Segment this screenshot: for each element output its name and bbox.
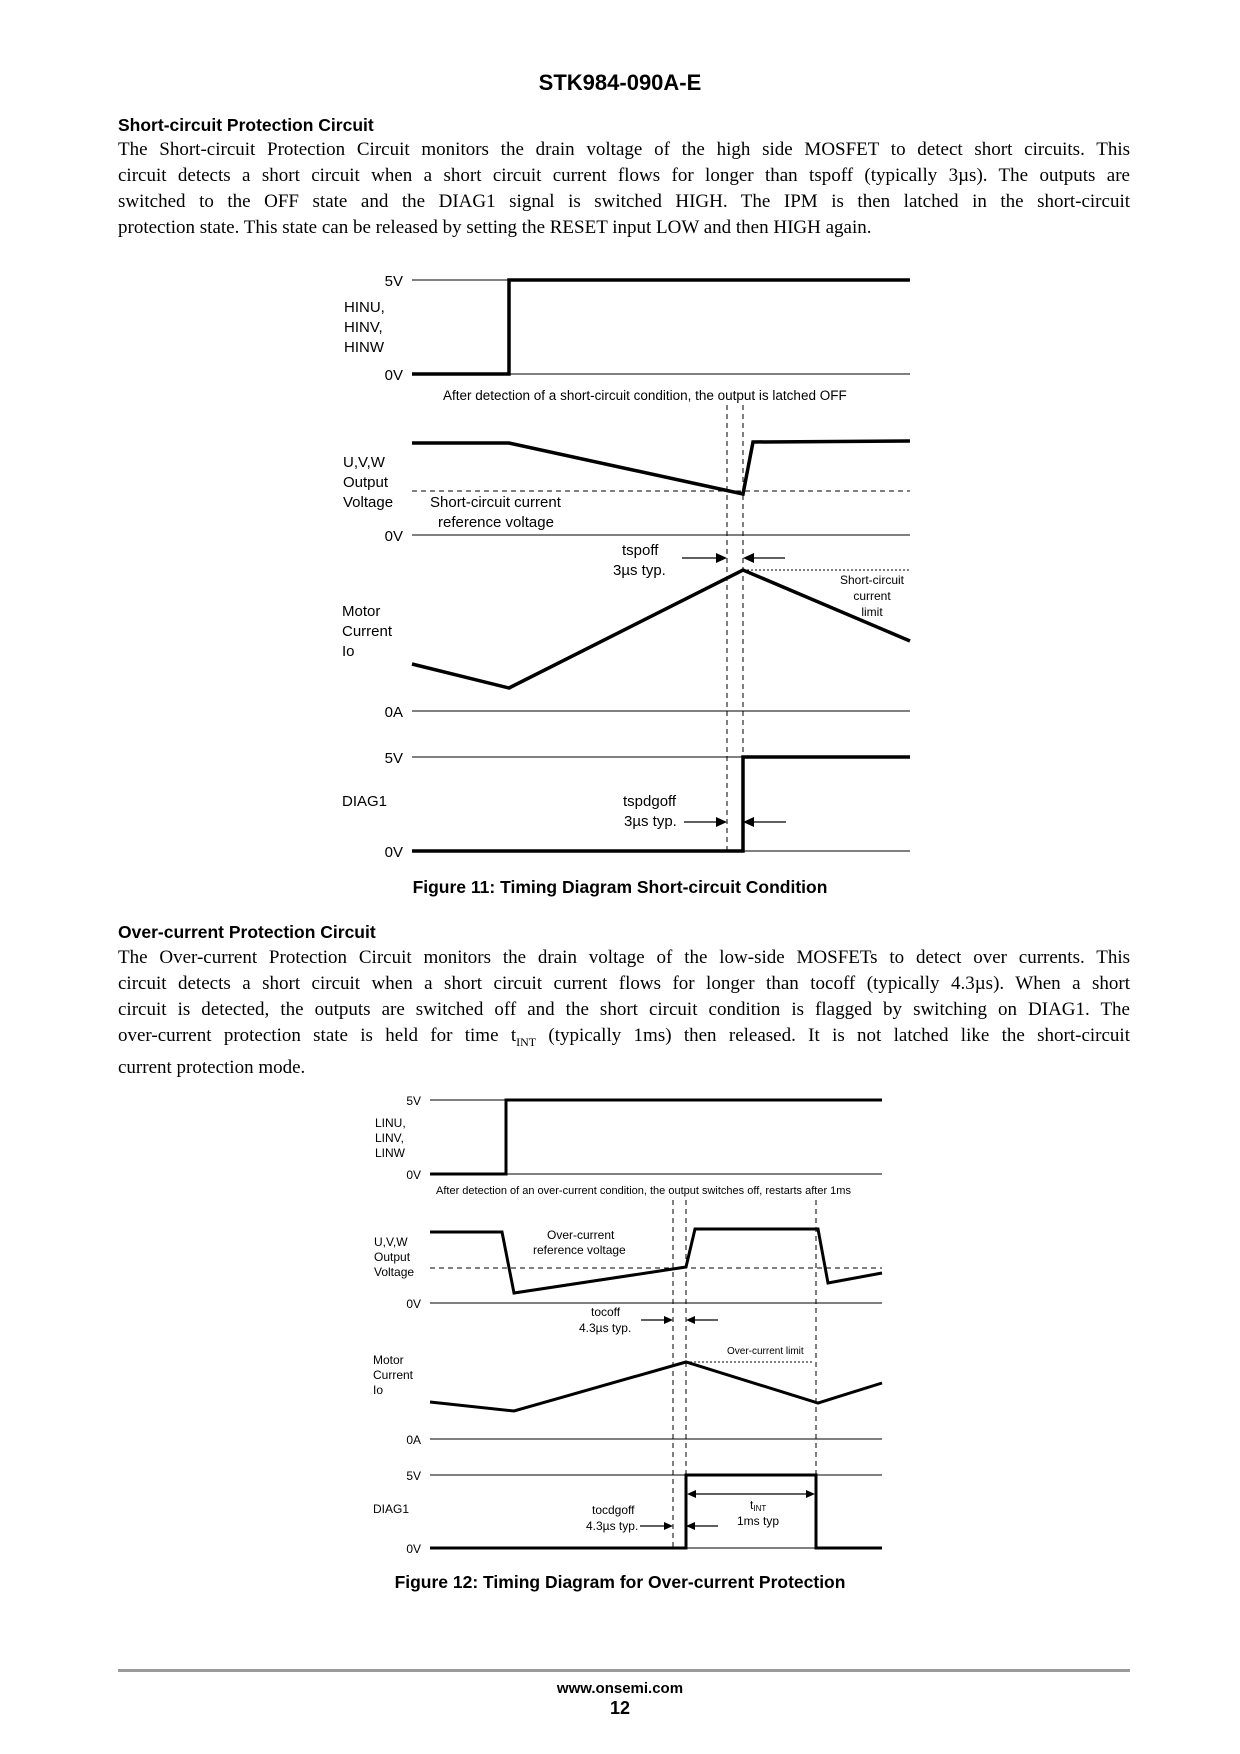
arrowhead-icon — [716, 817, 727, 827]
diag1-label: DIAG1 — [342, 793, 388, 810]
paragraph-line: The Over-current Protection Circuit monitors the drain voltage of the low-side MOSFETs to detect over currents. This — [118, 947, 1130, 968]
tint-label — [750, 1498, 766, 1513]
paragraph-line: The Short-circuit Protection Circuit monitors the drain voltage of the high side MOSFET to detect short circuits. This — [118, 139, 1130, 160]
reference-voltage-label-line: Short-circuit current — [430, 494, 561, 511]
tocdgoff-label-line: tocdgoff — [592, 1503, 635, 1517]
input-label-line: LINU, — [375, 1116, 406, 1130]
tspdgoff-label-line: tspdgoff — [623, 793, 677, 810]
input-label-line: HINU, — [344, 299, 385, 316]
input-label-line: LINW — [375, 1146, 405, 1160]
current-label-line: Current — [342, 623, 393, 640]
footer-url[interactable]: www.onsemi.com — [556, 1680, 684, 1697]
current-label-line: Motor — [373, 1353, 404, 1367]
arrowhead-icon — [806, 1490, 815, 1498]
input-5v-label: 5V — [406, 1094, 421, 1108]
input-0v-label: 0V — [384, 367, 403, 384]
arrowhead-icon — [664, 1316, 673, 1324]
output-label-line: Output — [374, 1250, 411, 1264]
input-0v-label: 0V — [406, 1168, 421, 1182]
latched-note: After detection of a short-circuit condition, the output is latched OFF — [443, 388, 847, 403]
input-5v-label: 5V — [384, 273, 403, 290]
reference-voltage-label-line: reference voltage — [438, 514, 554, 531]
tspoff-label-line: 3µs typ. — [613, 562, 666, 579]
restart-note: After detection of an over-current condition, the output switches off, restarts after 1ms — [436, 1185, 851, 1197]
paragraph-over-current — [118, 945, 1130, 1081]
paragraph-line — [118, 1023, 1130, 1055]
tspdgoff-label-line: 3µs typ. — [624, 813, 677, 830]
figure-12-caption: Figure 12: Timing Diagram for Over-current Protection — [394, 1572, 846, 1592]
diag-5v-label: 5V — [406, 1469, 421, 1483]
output-0v-label: 0V — [384, 528, 403, 545]
current-limit-label-line: current — [853, 589, 891, 603]
paragraph-line: circuit detects a short circuit when a short circuit current flows for longer than tspoff (typically 3µs). The outputs are — [118, 165, 1130, 186]
tint-subscript: INT — [516, 1034, 537, 1049]
document-title: STK984-090A-E — [538, 70, 702, 95]
footer-divider — [118, 1669, 1130, 1672]
current-limit-label-line: limit — [861, 605, 883, 619]
output-label-line: Voltage — [374, 1265, 415, 1279]
current-label-line: Io — [342, 643, 355, 660]
arrowhead-icon — [687, 1490, 696, 1498]
tint-value-label: 1ms typ — [737, 1514, 780, 1528]
page-number: 12 — [609, 1698, 631, 1718]
line-segment: (typically 1ms) then released. It is not latched like the short-circuit — [536, 1025, 1130, 1046]
motor-current-waveform — [430, 1362, 882, 1411]
current-0a-label: 0A — [384, 704, 403, 721]
figure-12-timing-diagram — [0, 1090, 1240, 1560]
input-label-line: HINW — [344, 339, 384, 356]
output-voltage-waveform — [430, 1229, 882, 1293]
reference-voltage-label-line: Over-current — [547, 1228, 615, 1242]
tocoff-label-line: 4.3µs typ. — [579, 1321, 632, 1335]
tspoff-label-line: tspoff — [622, 542, 659, 559]
paragraph-line: switched to the OFF state and the DIAG1 signal is switched HIGH. The IPM is then latched in the short-circuit — [118, 191, 1130, 212]
output-label-line: Output — [343, 474, 389, 491]
line-segment: over-current protection state is held for time t — [118, 1025, 517, 1046]
arrowhead-icon — [686, 1316, 695, 1324]
tint-main: t — [750, 1498, 754, 1512]
arrowhead-icon — [743, 553, 754, 563]
motor-current-waveform — [412, 570, 910, 688]
output-label-line: Voltage — [343, 494, 394, 511]
arrowhead-icon — [716, 553, 727, 563]
diag1-label: DIAG1 — [373, 1502, 410, 1516]
tint-sub: INT — [753, 1504, 767, 1513]
diag1-waveform — [430, 1475, 882, 1548]
output-0v-label: 0V — [406, 1297, 421, 1311]
diag-0v-label: 0V — [384, 844, 403, 860]
current-label-line: Io — [373, 1383, 384, 1397]
paragraph-line: circuit is detected, the outputs are switched off and the short circuit condition is flagged by switching on DIAG1. The — [118, 999, 1130, 1020]
output-voltage-waveform — [412, 441, 910, 494]
current-0a-label: 0A — [406, 1433, 421, 1447]
section-heading-short-circuit: Short-circuit Protection Circuit — [118, 115, 374, 135]
current-label-line: Motor — [342, 603, 381, 620]
arrowhead-icon — [664, 1522, 673, 1530]
current-limit-label-line: Short-circuit — [839, 573, 905, 587]
current-label-line: Current — [373, 1368, 414, 1382]
tocdgoff-label-line: 4.3µs typ. — [586, 1519, 639, 1533]
paragraph-line: circuit detects a short circuit when a short circuit current flows for longer than tocoff (typically 4.3µs). When a short — [118, 973, 1130, 994]
input-signal-waveform — [412, 280, 910, 374]
paragraph-line: protection state. This state can be released by setting the RESET input LOW and then HIGH again. — [118, 217, 872, 238]
paragraph-line: current protection mode. — [118, 1056, 306, 1078]
input-label-line: LINV, — [375, 1131, 404, 1145]
output-label-line: U,V,W — [374, 1235, 408, 1249]
reference-voltage-label-line: reference voltage — [533, 1243, 626, 1257]
diag-5v-label: 5V — [384, 750, 403, 767]
output-label-line: U,V,W — [343, 454, 385, 471]
input-signal-waveform — [430, 1100, 882, 1174]
current-limit-label: Over-current limit — [727, 1346, 804, 1357]
figure-11-timing-diagram — [0, 260, 1240, 860]
input-label-line: HINV, — [344, 319, 383, 336]
figure-11-caption: Figure 11: Timing Diagram Short-circuit Condition — [412, 877, 828, 897]
tocoff-label-line: tocoff — [591, 1305, 621, 1319]
section-heading-over-current: Over-current Protection Circuit — [118, 922, 376, 942]
paragraph-short-circuit — [118, 137, 1130, 241]
diag-0v-label: 0V — [406, 1542, 421, 1556]
